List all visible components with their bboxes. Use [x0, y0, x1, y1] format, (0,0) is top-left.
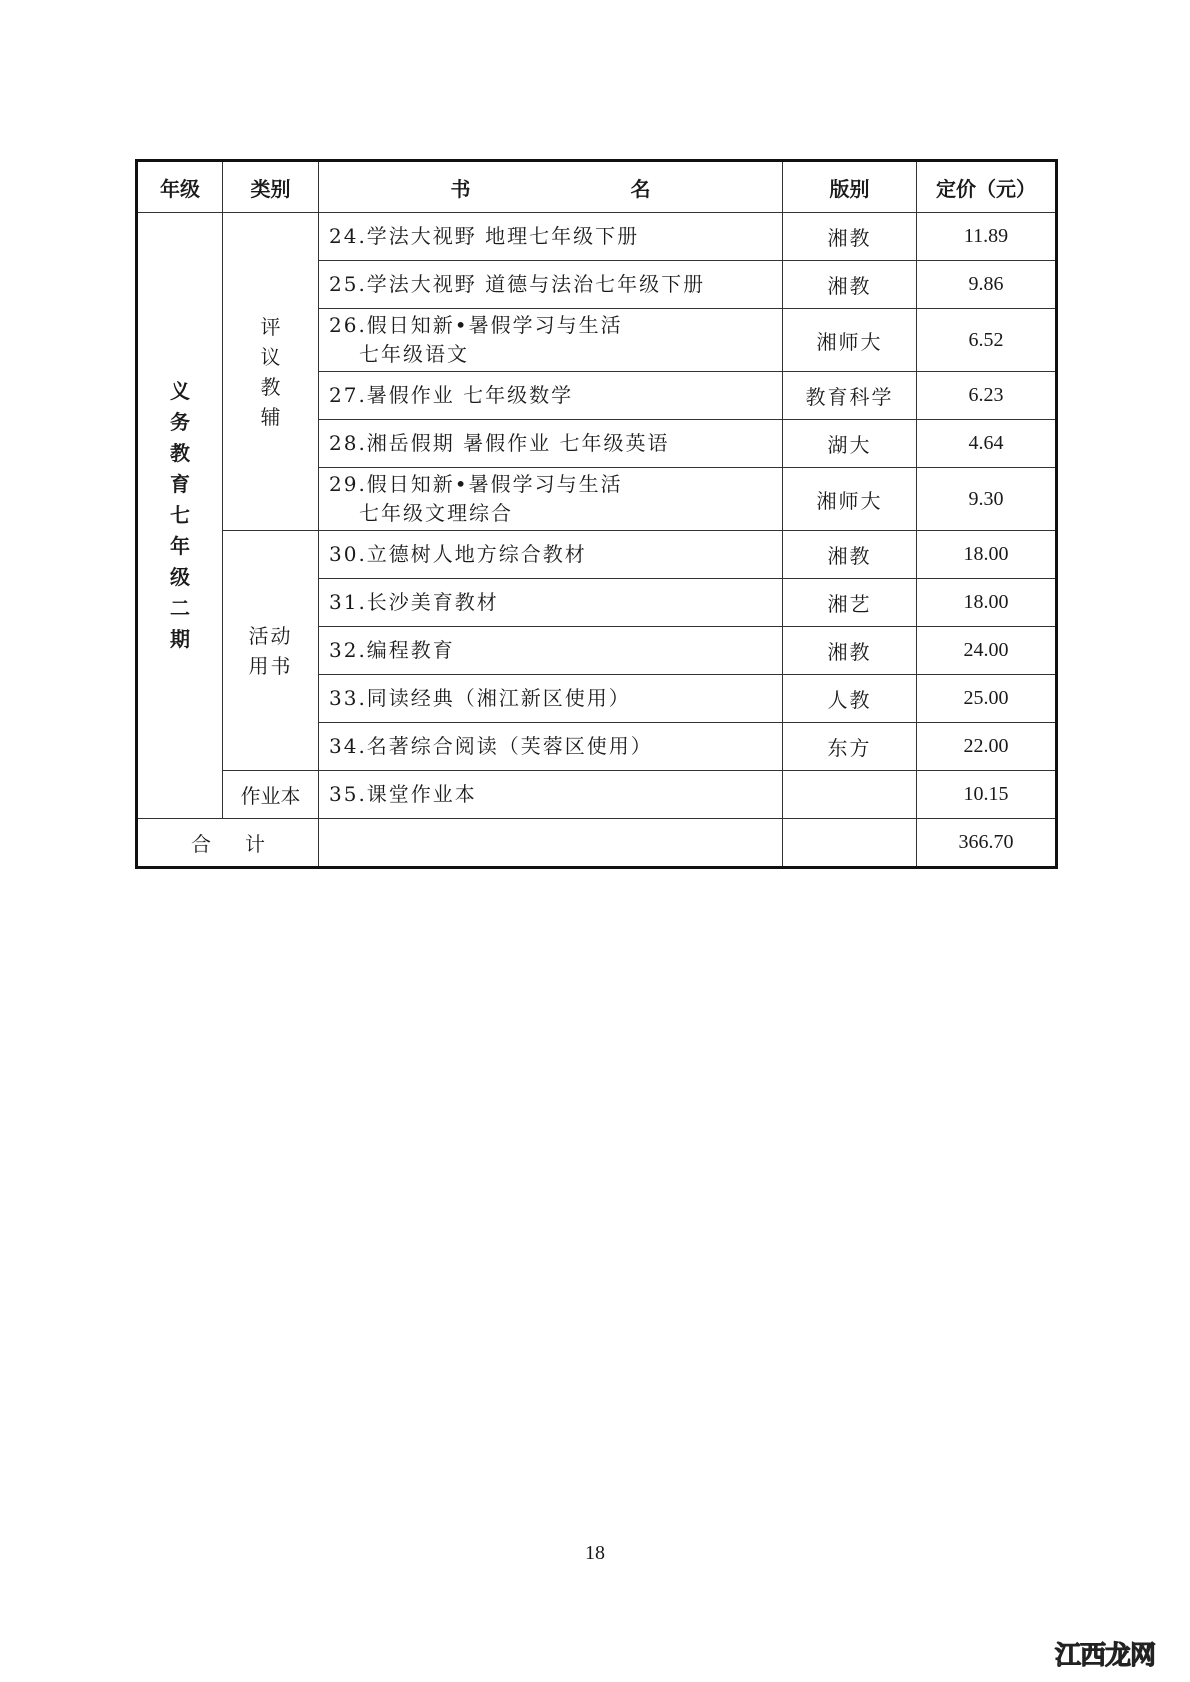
header-book-name-right: 名 [630, 176, 651, 201]
book-name [319, 372, 783, 420]
header-version: 版别 [783, 161, 917, 213]
total-version [783, 819, 917, 868]
grade-cell [137, 213, 223, 819]
book-version [783, 771, 917, 819]
header-book-name [319, 161, 783, 213]
book-version: 湘教 [783, 627, 917, 675]
book-price: 4.64 [917, 420, 1057, 468]
book-name [319, 627, 783, 675]
book-version: 湘教 [783, 531, 917, 579]
book-name-line2: 七年级文理综合 [359, 501, 513, 525]
book-name-line1: 34.名著综合阅读（芙蓉区使用） [329, 734, 653, 758]
book-name [319, 531, 783, 579]
category-label: 评议教辅 [260, 314, 281, 429]
book-version: 湘艺 [783, 579, 917, 627]
book-name [319, 771, 783, 819]
total-price: 366.70 [917, 819, 1057, 868]
category-cell-workbook: 作业本 [223, 771, 319, 819]
book-name-line1: 32.编程教育 [329, 638, 455, 662]
header-book-name-left: 书 [450, 176, 471, 201]
book-name-line1: 31.长沙美育教材 [329, 590, 499, 614]
book-version: 湖大 [783, 420, 917, 468]
book-name [319, 723, 783, 771]
book-name [319, 420, 783, 468]
table-row [137, 531, 1057, 579]
total-row [137, 819, 1057, 868]
grade-label: 义务教育七年级二期 [170, 379, 190, 651]
book-name-line1: 30.立德树人地方综合教材 [329, 542, 587, 566]
book-name-line1: 29.假日知新•暑假学习与生活 [329, 472, 623, 496]
book-version: 教育科学 [783, 372, 917, 420]
book-price: 6.23 [917, 372, 1057, 420]
table-header-row [137, 161, 1057, 213]
watermark-logo [1055, 1635, 1155, 1672]
book-name-line1: 33.同读经典（湘江新区使用） [329, 686, 631, 710]
book-name [319, 468, 783, 531]
total-name [319, 819, 783, 868]
book-version: 湘师大 [783, 309, 917, 372]
category-cell-review-aids [223, 213, 319, 531]
header-price: 定价（元） [917, 161, 1057, 213]
table-row [137, 771, 1057, 819]
book-version: 人教 [783, 675, 917, 723]
book-name [319, 309, 783, 372]
book-price: 25.00 [917, 675, 1057, 723]
header-grade: 年级 [137, 161, 223, 213]
book-version: 湘教 [783, 261, 917, 309]
book-price: 18.00 [917, 579, 1057, 627]
book-name-line1: 24.学法大视野 地理七年级下册 [329, 224, 640, 248]
book-price: 9.30 [917, 468, 1057, 531]
book-name-line1: 27.暑假作业 七年级数学 [329, 383, 574, 407]
textbook-price-table [135, 159, 1058, 869]
header-category: 类别 [223, 161, 319, 213]
book-name-line1: 26.假日知新•暑假学习与生活 [329, 313, 623, 337]
book-price: 10.15 [917, 771, 1057, 819]
category-cell-activity-books [223, 531, 319, 771]
category-label: 活动用书 [248, 623, 293, 678]
total-label: 合计 [137, 819, 319, 868]
book-version: 湘教 [783, 213, 917, 261]
book-price: 22.00 [917, 723, 1057, 771]
book-name-line1: 35.课堂作业本 [329, 782, 477, 806]
page-number: 18 [585, 1542, 605, 1564]
book-name [319, 213, 783, 261]
book-name-line1: 25.学法大视野 道德与法治七年级下册 [329, 272, 706, 296]
book-name-line2: 七年级语文 [359, 342, 469, 366]
book-name [319, 579, 783, 627]
book-price: 6.52 [917, 309, 1057, 372]
book-name [319, 261, 783, 309]
watermark-part2: 龙网 [1105, 1641, 1156, 1671]
book-price: 11.89 [917, 213, 1057, 261]
book-price: 9.86 [917, 261, 1057, 309]
book-name-line1: 28.湘岳假期 暑假作业 七年级英语 [329, 431, 670, 455]
table-row [137, 213, 1057, 261]
book-version: 湘师大 [783, 468, 917, 531]
book-price: 18.00 [917, 531, 1057, 579]
book-version: 东方 [783, 723, 917, 771]
book-price: 24.00 [917, 627, 1057, 675]
watermark-part1: 江西 [1055, 1641, 1106, 1671]
book-name [319, 675, 783, 723]
